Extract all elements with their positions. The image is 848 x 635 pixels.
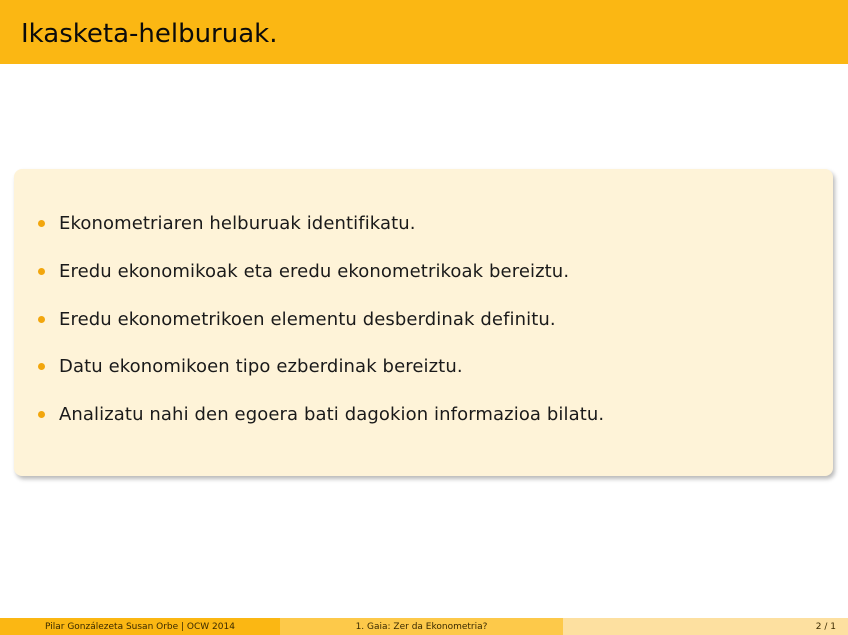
bullet-icon xyxy=(38,268,45,275)
list-item xyxy=(38,210,416,236)
list-item-text: Datu ekonomikoen tipo ezberdinak bereiztu. xyxy=(59,355,463,377)
list-item xyxy=(38,401,604,427)
list-item-text: Eredu ekonomikoak eta eredu ekonometrikoak bereiztu. xyxy=(59,260,570,282)
bullet-icon xyxy=(38,316,45,323)
slide-title-bar xyxy=(0,0,848,64)
bullet-icon xyxy=(38,411,45,418)
bullet-icon xyxy=(38,220,45,227)
slide-footer xyxy=(0,618,848,635)
list-item xyxy=(38,306,556,332)
list-item-text: Eredu ekonometrikoen elementu desberdinak definitu. xyxy=(59,308,556,330)
content-block xyxy=(14,169,833,476)
footer-page-number: 2 / 1 xyxy=(563,618,848,635)
list-item xyxy=(38,258,569,284)
bullet-icon xyxy=(38,363,45,370)
footer-authors: Pilar Gonzálezeta Susan Orbe | OCW 2014 xyxy=(0,618,280,635)
footer-topic: 1. Gaia: Zer da Ekonometria? xyxy=(280,618,563,635)
list-item-text: Ekonometriaren helburuak identifikatu. xyxy=(59,212,416,234)
slide-title: Ikasketa-helburuak. xyxy=(21,19,278,49)
list-item xyxy=(38,353,463,379)
list-item-text: Analizatu nahi den egoera bati dagokion informazioa bilatu. xyxy=(59,403,605,425)
